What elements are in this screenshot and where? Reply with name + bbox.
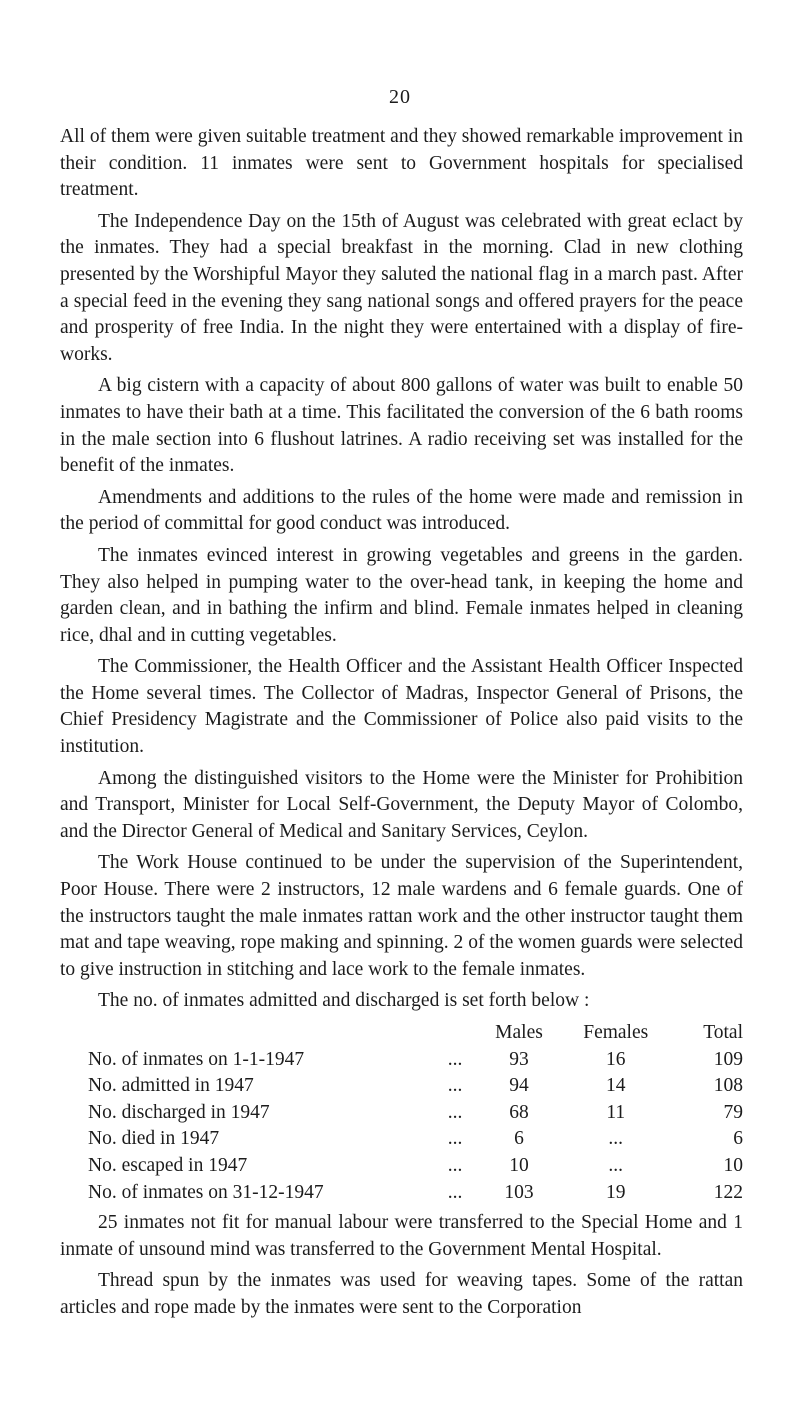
cell-females: ... xyxy=(608,1128,624,1150)
table-row xyxy=(88,1180,743,1207)
cell-total: 79 xyxy=(723,1101,743,1123)
table-row xyxy=(88,1047,743,1074)
header-total: Total xyxy=(703,1022,743,1043)
row-dots: ... xyxy=(447,1101,463,1123)
table-row xyxy=(88,1100,743,1127)
cell-females: 16 xyxy=(605,1048,626,1070)
closing-section xyxy=(60,1210,743,1321)
paragraph: All of them were given suitable treatment and they showed remarkable improvement in their condition. 11 inmates were sent to Government hospitals for specialised treatment. xyxy=(60,126,743,201)
cell-females: 19 xyxy=(605,1181,626,1203)
row-label: No. of inmates on 1-1-1947 xyxy=(88,1048,305,1070)
table-row xyxy=(88,1126,743,1153)
row-dots: ... xyxy=(447,1048,463,1070)
cell-males: 10 xyxy=(509,1154,529,1176)
cell-males: 103 xyxy=(504,1181,534,1203)
paragraph: The inmates evinced interest in growing vegetables and greens in the garden. They also helped in pumping water to the over-head tank, in keeping the home and garden clean, and in bathing the infirm and blind. Female inmates helped in cleaning rice, dhal and in cutting vegetables. xyxy=(60,544,743,646)
cell-total: 109 xyxy=(713,1048,743,1070)
page-number: 20 xyxy=(389,86,411,108)
cell-total: 10 xyxy=(723,1154,743,1176)
paragraph: Thread spun by the inmates was used for weaving tapes. Some of the rattan articles and rope made by the inmates were sent to the Corporation xyxy=(60,1270,743,1318)
cell-males: 6 xyxy=(514,1128,524,1150)
paragraph: The Commissioner, the Health Officer and the Assistant Health Officer Inspected the Home several times. The Collector of Madras, Inspector General of Prisons, the Chief Presidency Magistrate and the Commissioner of Police also paid visits to the institution. xyxy=(60,656,743,758)
row-label: No. died in 1947 xyxy=(88,1128,220,1150)
table-header-row xyxy=(88,1020,743,1047)
header-females: Females xyxy=(583,1022,649,1043)
row-dots: ... xyxy=(447,1181,463,1203)
paragraph: 25 inmates not fit for manual labour were transferred to the Special Home and 1 inmate of unsound mind was transferred to the Government Mental Hospital. xyxy=(60,1212,743,1260)
table-intro: The no. of inmates admitted and discharged is set forth below : xyxy=(98,990,590,1012)
table-row xyxy=(88,1153,743,1180)
cell-males: 93 xyxy=(509,1048,529,1070)
cell-males: 68 xyxy=(509,1101,529,1123)
row-dots: ... xyxy=(447,1154,463,1176)
header-males: Males xyxy=(495,1022,543,1043)
paragraph: The Independence Day on the 15th of August was celebrated with great eclact by the inmates. They had a special breakfast in the morning. Clad in new clothing presented by the Worshipful Mayor they saluted the national flag in a march past. After a special feed in the evening they sang national songs and offered prayers for the peace and prosperity of free India. In the night they were entertained with a display of fire-works. xyxy=(60,210,743,365)
body-text xyxy=(60,124,743,1327)
row-label: No. escaped in 1947 xyxy=(88,1154,248,1176)
cell-total: 108 xyxy=(713,1075,743,1097)
paragraph: A big cistern with a capacity of about 800 gallons of water was built to enable 50 inmates to have their bath at a time. This facilitated the conversion of the 6 bath rooms in the male section into 6 flushout latrines. A radio receiving set was installed for the benefit of the inmates. xyxy=(60,375,743,477)
cell-total: 6 xyxy=(733,1128,743,1150)
table-row xyxy=(88,1073,743,1100)
paragraph: The Work House continued to be under the supervision of the Superintendent, Poor House. There were 2 instructors, 12 male wardens and 6 female guards. One of the instructors taught the male inmates rattan work and the other instructor taught them mat and tape weaving, rope making and spinning. 2 of the women guards were selected to give instruction in stitching and lace work to the female inmates. xyxy=(60,852,743,980)
cell-males: 94 xyxy=(509,1075,529,1097)
row-label: No. admitted in 1947 xyxy=(88,1075,254,1097)
cell-females: 14 xyxy=(605,1075,626,1097)
row-label: No. discharged in 1947 xyxy=(88,1101,270,1123)
row-dots: ... xyxy=(447,1075,463,1097)
row-dots: ... xyxy=(447,1128,463,1150)
paragraph: Amendments and additions to the rules of the home were made and remission in the period of committal for good conduct was introduced. xyxy=(60,486,743,535)
paragraph: Among the distinguished visitors to the Home were the Minister for Prohibition and Transport, Minister for Local Self-Government, the Deputy Mayor of Colombo, and the Director General of Medical and Sanitary Services, Ceylon. xyxy=(60,767,743,842)
cell-total: 122 xyxy=(713,1181,743,1203)
row-label: No. of inmates on 31-12-1947 xyxy=(88,1181,324,1203)
cell-females: ... xyxy=(608,1154,624,1176)
cell-females: 11 xyxy=(606,1101,626,1123)
inmates-table xyxy=(88,1020,743,1206)
